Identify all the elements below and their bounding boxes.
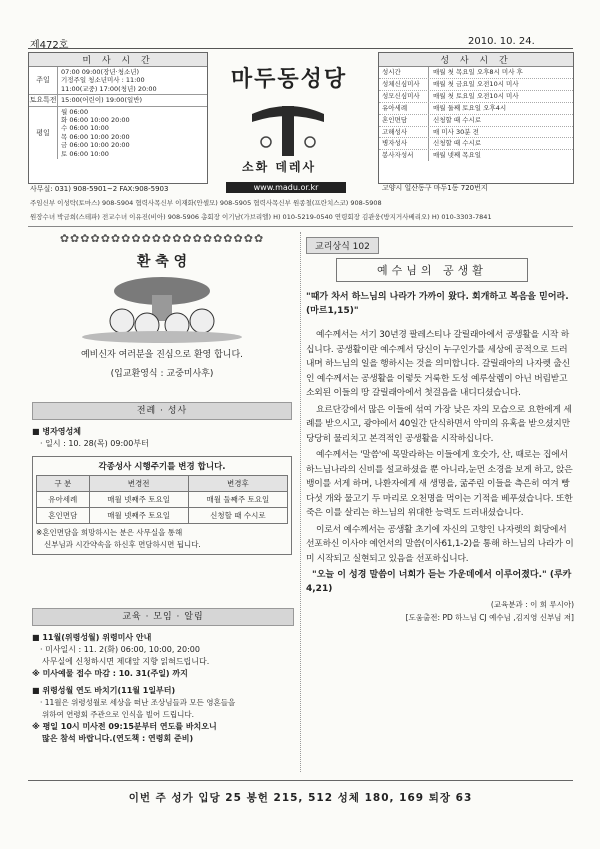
- mass-label: 주일: [29, 67, 58, 94]
- table-row: [37, 508, 288, 524]
- hymn-numbers: 이번 주 성가 입당 25 봉헌 215, 512 성체 180, 169 퇴장 63: [128, 792, 473, 804]
- sacrament-name: 성체신심미사: [379, 79, 429, 90]
- article-series-tag: 교리상식 102: [306, 237, 379, 254]
- notice-line: · 11월은 위령성월로 세상을 떠난 조상님들과 모든 영혼들을: [40, 698, 236, 707]
- article-title: 예수님의 공생활: [336, 258, 528, 282]
- staff-line: 주임신부 이성탁(토마스) 908-5904 협력사목신부 이재화(안셀모) 908-5905 협력사목신부 원종철(프란치스코) 908-5908: [30, 199, 382, 207]
- issue-date: 2010. 10. 24.: [468, 36, 535, 47]
- liturgy-item-title: ■ 병자영성체: [32, 427, 81, 436]
- sacrament-row: [379, 79, 573, 91]
- sacrament-row: [379, 127, 573, 139]
- parish-name: 마두동성당: [230, 67, 348, 92]
- sacrament-time: 신청할 때 수시로: [433, 139, 482, 148]
- mass-line: 15:00(어린이) 19:00(일반): [61, 96, 143, 105]
- sacrament-change-box: [32, 456, 292, 555]
- sacrament-time: 매월 첫 금요일 오전10시 미사: [433, 79, 519, 88]
- mass-line: 수 06:00 10:00: [61, 124, 109, 133]
- sacrament-time: 신청할 때 수시로: [433, 115, 482, 124]
- header-rule: [28, 48, 573, 49]
- table-header: 구 분: [37, 476, 90, 492]
- table-header: 변경전: [89, 476, 188, 492]
- liturgy-section: [32, 402, 292, 555]
- doctrine-article: [306, 234, 574, 623]
- issue-number: 제472호: [30, 40, 69, 51]
- sacrament-row: [379, 115, 573, 127]
- mass-line: 화 06:00 10:00 20:00: [61, 116, 130, 125]
- welcome-title: 환 축 영: [136, 254, 188, 270]
- mass-times-title: 미 사 시 간: [29, 53, 207, 67]
- article-source: [도움출전: PD 하느님 CJ 예수님 ,김지영 신부님 저]: [405, 613, 574, 622]
- sacrament-time: 매월 넷째 목요일: [433, 151, 482, 160]
- parish-address: 고양시 일산동구 마두1동 720번지: [382, 184, 488, 192]
- mass-line: 목 06:00 10:00 20:00: [61, 132, 130, 141]
- sacrament-name: 고해성사: [379, 127, 429, 138]
- liturgy-item-detail: · 일시 : 10. 28(목) 09:00부터: [40, 439, 149, 448]
- notice-title: ■ 11월(위령성월) 위령미사 안내: [32, 633, 152, 642]
- table-header: 변경후: [188, 476, 287, 492]
- article-paragraph: 요르단강에서 많은 이들에 섞여 가장 낮은 자의 모습으로 요한에게 세례를 받으시고, 광야에서 40일간 단식하면서 악미의 유혹을 받으셨지만 당당히 물리치고 본격적인 공생활을 시작하십니다.: [306, 404, 572, 444]
- staff-line: 원장수녀 박금희(스테파) 전교수녀 이유진(비아) 908-5906 총회장 이기남(가브리엘) H) 010-5219-0540 연령회장 김관웅(방지거사베리오) H) 010-3303-7841: [30, 213, 492, 221]
- website-link[interactable]: www.madu.or.kr: [226, 182, 346, 193]
- change-table: [36, 475, 288, 524]
- liturgy-heading: 전례 · 성사: [32, 402, 292, 420]
- table-cell: 혼인면담: [37, 508, 90, 524]
- table-cell: 매월 넷째주 토요일: [89, 492, 188, 508]
- sacrament-time: 매월 둘째 토요일 오후4시: [433, 103, 507, 112]
- mass-line: 기정주일 청소년미사 : 11:00: [61, 76, 145, 85]
- article-paragraph: 예수께서는 서기 30년경 팔레스티나 갈릴래아에서 공생활을 시작 하십니다. 공생활이란 예수께서 당신이 누구인가를 세상에 공적으로 드러내며 하느님의 일을 행하시는 것을 의미합니다. 갈릴래아의 나자렛 출신인 예수께서는 공생활을 이렇듯 거룩한 도성 예루살렘이 아닌 버림받고 소외된 이들의 땅 갈릴래아에서 첫걸음을 내디디셨습니다.: [306, 330, 571, 398]
- column-divider: [300, 232, 301, 772]
- notice-line: ※ 평일 10시 미사전 09:15분부터 연도를 바치오니: [32, 722, 217, 731]
- sacrament-name: 병자성사: [379, 138, 429, 149]
- notice-line: 사무실에 신청하시면 제대앞 지향 읽혀드립니다.: [42, 657, 210, 666]
- notice-line: 위하여 연령회 주관으로 인식을 빌어 드립니다.: [42, 710, 194, 719]
- office-contact: 사무실: 031) 908-5901~2 FAX:908-5903: [30, 185, 169, 193]
- article-paragraph: 이로서 예수께서는 공생활 초기에 자신의 고향인 나자렛의 회당에서 선포하신 이사야 예언서의 말씀(이사61,1-2)을 통해 하느님의 나라가 이미 시작되고 실현되고 있음을 선포하십니다.: [306, 524, 574, 564]
- mass-row-saturday: [29, 95, 207, 106]
- table-row: [37, 476, 288, 492]
- mass-row-weekday: [29, 107, 207, 159]
- article-paragraph: 예수께서는 '말씀'에 목말라하는 이들에게 호숫가, 산, 때로는 집에서 하느님나라의 신비를 설교하셨을 뿐 아니라,눈먼 소경을 보게 하고, 앉은뱅이를 서게 하며, 나환자에게 새 생명을, 굶주린 이들을 측은히 여겨 빵 다섯 개와 물고기 두 마리로 오천명을 먹이는 기적을 베푸셨습니다. 또한 죽은 이를 살리는 하느님의 위대한 능력도 드러내셨습니다.: [306, 450, 573, 518]
- mass-label: 토요특전: [29, 96, 57, 105]
- table-cell: 매월 둘째주 토요일: [188, 492, 287, 508]
- sacrament-name: 혼인면담: [379, 115, 429, 126]
- mass-times-box: [28, 52, 208, 184]
- article-closing-quote: "오늘 이 성경 말씀이 너희가 듣는 가운데에서 이루어졌다." (루카4,21): [306, 570, 572, 594]
- article-quote: "때가 차서 하느님의 나라가 가까이 왔다. 회개하고 복음을 믿어라.(마르1,15)": [306, 292, 569, 316]
- sacrament-row: [379, 91, 573, 103]
- liturgy-note: ※혼인면담을 희망하시는 분은 사무실을 통해: [36, 528, 183, 537]
- mass-row-sunday: [29, 67, 207, 95]
- notice-line: 많은 참석 바랍니다.(연도책 : 연령회 준비): [42, 734, 194, 743]
- table-cell: 신청할 때 수시로: [188, 508, 287, 524]
- notice-line: · 미사일시 : 11. 2(화) 06:00, 10:00, 20:00: [40, 645, 200, 654]
- sacrament-time: 매월 첫 목요일 오후8시 미사 후: [433, 68, 523, 76]
- mass-line: 토 06:00 10:00: [61, 149, 109, 158]
- sacrament-time: 매 미사 30분 전: [433, 127, 479, 136]
- footer-rule: [28, 780, 573, 781]
- education-section: [32, 608, 294, 745]
- welcome-illustration-icon: [32, 273, 292, 343]
- sacrament-name: 봉사자성서: [379, 150, 429, 161]
- sacrament-row: [379, 67, 573, 79]
- mass-label: 평일: [29, 107, 58, 159]
- sacrament-row: [379, 150, 573, 161]
- change-table-title: 각종성사 시행주기를 변경 합니다.: [98, 462, 226, 472]
- article-credit: (교육분과 : 이 희 루시아): [490, 600, 574, 609]
- sacrament-name: 성모신심미사: [379, 91, 429, 102]
- mass-line: 07:00 09:00(장년·청소년): [61, 68, 140, 76]
- sacrament-times-box: [378, 52, 574, 184]
- sacrament-name: 유아세례: [379, 103, 429, 114]
- patron-saint: 소화 데레사: [242, 160, 317, 174]
- education-heading: 교육 · 모임 · 알림: [32, 608, 294, 626]
- sacrament-row: [379, 138, 573, 150]
- notice-line: ※ 미사예물 접수 마감 : 10. 31(주일) 까지: [32, 669, 188, 678]
- decorative-border: ✿✿✿✿✿✿✿✿✿✿✿✿✿✿✿✿✿✿✿✿: [59, 232, 265, 245]
- table-row: [37, 492, 288, 508]
- liturgy-note: 신부님과 시간약속을 하신후 면담하시면 됩니다.: [44, 540, 201, 549]
- mass-line: 11:00(교중) 17:00(청년) 20:00: [61, 84, 157, 93]
- welcome-message: 예비신자 여러분을 진심으로 환영 합니다.: [80, 350, 244, 360]
- sacrament-name: 성시간: [379, 67, 429, 78]
- welcome-subtitle: (입교환영식 : 교중미사후): [110, 369, 214, 379]
- notice-title: ■ 위령성월 연도 바치기(11월 1일부터): [32, 686, 176, 695]
- welcome-section: [32, 232, 292, 402]
- sacrament-row: [379, 103, 573, 115]
- sacrament-time: 매월 첫 토요일 오전10시 미사: [433, 91, 519, 100]
- header-divider: [28, 226, 573, 227]
- table-cell: 매월 넷째주 토요일: [89, 508, 188, 524]
- mass-line: 금 06:00 10:00 20:00: [61, 141, 130, 150]
- sacrament-times-title: 성 사 시 간: [379, 53, 573, 67]
- table-cell: 유아세례: [37, 492, 90, 508]
- mass-line: 월 06:00: [61, 107, 89, 116]
- cross-logo-icon: [248, 92, 328, 158]
